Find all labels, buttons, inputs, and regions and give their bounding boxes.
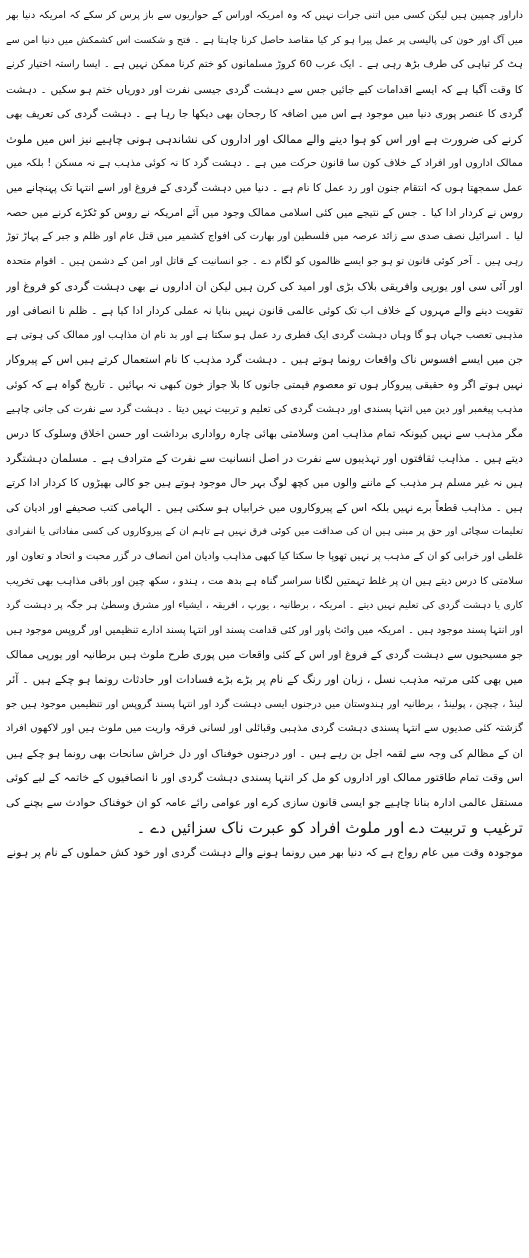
text-line: جن میں ایسے افسوس ناک واقعات رونما ہوتے ہیں ۔ دہشت گرد مذہب کا نام استعمال کرتے ہیں اس کے پیروکار	[6, 353, 523, 367]
text-line: ہٹ کر تباہی کی طرف بڑھ رہی ہے ۔ ایک عرب 60 کروڑ مسلمانوں کو ختم کرنا ممکن نہیں ہے ۔ ایسا راستہ اختیار کرنے	[6, 59, 523, 71]
text-line: مذہب پیغمبر اور دین میں انتہا پسندی اور دہشت گردی کی تعلیم و تربیت نہیں دیتا ۔ دہشت گرد سے نفرت کی جانی چاہیے	[6, 403, 523, 415]
text-line: میں آگ اور خون کی پالیسی پر عمل پیرا ہو کر کیا مقاصد حاصل کرنا چاہتا ہے ۔ فتح و شکست اس کشمکش میں دنیا امن سے	[6, 34, 523, 46]
text-line: تقویت دینے والے مہروں کے خلاف اب تک کوئی عالمی قانون نہیں بنایا نہ عملی کردار ادا کیا ہے ۔ ظلم نا انصافی اور	[6, 305, 523, 318]
text-line: ان کے مظالم کی وجہ سے لقمہ اجل بن رہے ہیں ۔ اور درجنوں خوفناک اور دل خراش سانحات بھی رونما ہو چکے ہیں	[6, 747, 523, 760]
text-line: مذہبی تعصب جہاں ہو گا وہاں دہشت گردی ایک فطری رد عمل ہو سکتا ہے اور بد نام ان مذاہب اور ممالک کی ہوتی ہے	[6, 329, 523, 341]
text-line: عمل سمجھتا ہوں کہ انتقام جنون اور رد عمل کا نام ہے ۔ دنیا میں دہشت گردی کے فروغ اور اسے انتہا تک پہنچانے میں	[6, 182, 523, 195]
text-line: ہیں نہ غیر مسلم ہر مذہب کے ماننے والوں میں کچھ لوگ بہر حال موجود ہوتے ہیں جو کالی بھیڑوں کا کردار ادا کرتے	[6, 477, 523, 490]
text-line: سلامتی کا درس دیتے ہیں ان پر غلط تہمتیں لگانا سراسر گناہ ہے بدھ مت ، ہندو ، سکھ چین اور باقی مذاہب بھی تخریب	[6, 575, 523, 587]
text-line: جو مسیحیوں سے دہشت گردی کے فروغ اور اس کے کئی واقعات میں پوری طرح ملوث ہیں برطانیہ اور یورپی ممالک	[6, 649, 523, 662]
text-line: ترغیب و تربیت دے اور ملوث افراد کو عبرت ناک سزائیں دے ۔	[136, 818, 523, 837]
text-line: گردی کا عنصر پوری دنیا میں موجود ہے اس میں اضافہ کا رجحان بھی دیکھا جا رہا ہے ۔ دہشت گردی کی تعریف بھی	[6, 108, 523, 121]
text-line: لیا ۔ اسرائیل نصف صدی سے زائد عرصہ میں فلسطین اور بھارت کی افواج کشمیر میں قتل عام اور ظلم و جبر کے پہاڑ توڑ	[6, 231, 523, 243]
text-line: رہی ہیں ۔ آخر کوئی قانون تو ہو جو ایسے ظالموں کو لگام دے ۔ جو انسانیت کے قاتل اور امن کے دشمن ہیں ۔ اقوام متحدہ	[6, 255, 523, 267]
paragraph-2	[6, 841, 523, 866]
text-line: تعلیمات سچائی اور حق پر مبنی ہیں ان کی صداقت میں کوئی فرق نہیں ہے تاہم ان کے پیروکاروں کی کسی مفاداتی یا انفرادی	[6, 526, 523, 538]
text-line: مگر مذہب سے نہیں کیونکہ تمام مذاہب امن وسلامتی بھائی چارہ رواداری برداشت اور حسن اخلاق وسلوک کا درس	[6, 428, 523, 441]
text-line: لینڈ ، چیچن ، پولینڈ ، برطانیہ اور ہندوستان میں درجنوں ایسی دہشت گرد اور انتہا پسند گروپس اور تنظیمیں موجود ہیں جو	[6, 698, 523, 710]
text-line: نہیں ہوتے اگر وہ حقیقی پیروکار ہوں تو معصوم قیمتی جانوں کا بلا جواز خون کبھی نہ بہائیں ۔ تاریخ گواہ ہے کہ کوئی	[6, 378, 523, 391]
text-line: کاری یا دہشت گردی کی تعلیم نہیں دیتے ۔ امریکہ ، برطانیہ ، یورپ ، افریقہ ، ایشیاء اور مشرق وسطیٰ ہر جگہ پر دہشت گرد	[6, 600, 523, 612]
text-line: ممالک اداروں اور افراد کے خلاف کون سا قانون حرکت میں ہے ۔ دہشت گرد کا نہ کوئی مذہب ہے نہ مسکن ! بلکہ میں	[6, 157, 523, 169]
text-line: اس وقت تمام طاقتور ممالک اور اداروں کو مل کر انتہا پسندی دہشت گردی اور نا انصافیوں کے خاتمہ کے لیے کوئی	[6, 771, 523, 785]
paragraph-1	[6, 4, 523, 840]
text-line: موجودہ وقت میں عام رواج ہے کہ دنیا بھر میں رونما ہونے والے دہشت گردی اور خود کش حملوں کے نام پر ہونے	[6, 846, 523, 860]
text-line: گزشتہ کئی صدیوں سے انتہا پسندی دہشت گردی مذہبی وقبائلی اور لسانی فرقہ واریت میں ملوث ہیں اور لاکھوں افراد	[6, 723, 523, 735]
text-line: کرنے کی ضرورت ہے اور اس کو ہوا دینے والے ممالک اور اداروں کی نشاندہی ہونی چاہیے نیز اس میں ملوث	[6, 131, 523, 146]
text-line: غلطی اور خرابی کو ان کے مذہب پر نہیں تھوپا جا سکتا کیا کبھی مذاہب وادیان امن انصاف در گزر محبت و اتحاد و تعاون اور	[6, 551, 523, 563]
text-line: میں بھی کئی مرتبہ مذہب نسل ، زبان اور رنگ کے نام پر بڑے بڑے فسادات اور حادثات رونما ہو چکے ہیں ۔ آئر	[6, 673, 523, 687]
text-line: اور آئی سی اور یورپی وافریقی بلاک بڑی اور امید کی کرن ہیں لیکن ان اداروں نے بھی دہشت گردی کو فروغ اور	[6, 279, 523, 293]
text-line: دیتے ہیں ۔ مذاہب ثقافتوں اور تہذیبوں سے نفرت در اصل انسانیت سے نفرت کے مترادف ہے ۔ مسلمان دہشتگرد	[6, 451, 523, 465]
text-line: کا وقت آگیا ہے کہ ایسے اقدامات کیے جائیں جس سے دہشت گردی جیسی نفرت اور دوریاں ختم ہو سکیں ۔ دہشت	[6, 83, 523, 96]
text-line: داراور چمپین ہیں لیکن کسی میں اتنی جرات نہیں کہ وہ امریکہ اوراس کے حواریوں سے باز پرس کر سکے کہ امریکہ دنیا بھر	[6, 10, 523, 21]
text-line: مستقل عالمی ادارہ بنانا چاہیے جو ایسی قانون سازی کرے اور عوامی رائے عامہ کو ان خوفناک حوادث سے بچنے کی	[6, 796, 523, 809]
text-line: ہیں ۔ مذاہب قطعاً برے نہیں بلکہ اس کے پیروکاروں میں خرابیاں ہو سکتی ہیں ۔ الہامی کتب صحیفے اور ادیان کی	[6, 501, 523, 514]
text-line: روس نے کردار ادا کیا ۔ جس کے نتیجے میں کئی اسلامی ممالک وجود میں آئے امریکہ نے روس کو ٹکڑے کرنے میں حصہ	[6, 206, 523, 219]
text-line: اور انتہا پسند موجود ہیں ۔ امریکہ میں وائٹ پاور اور کئی قدامت پسند اور انتہا پسند ادارے تنظیمیں اور گروپس موجود ہیں	[6, 624, 523, 636]
